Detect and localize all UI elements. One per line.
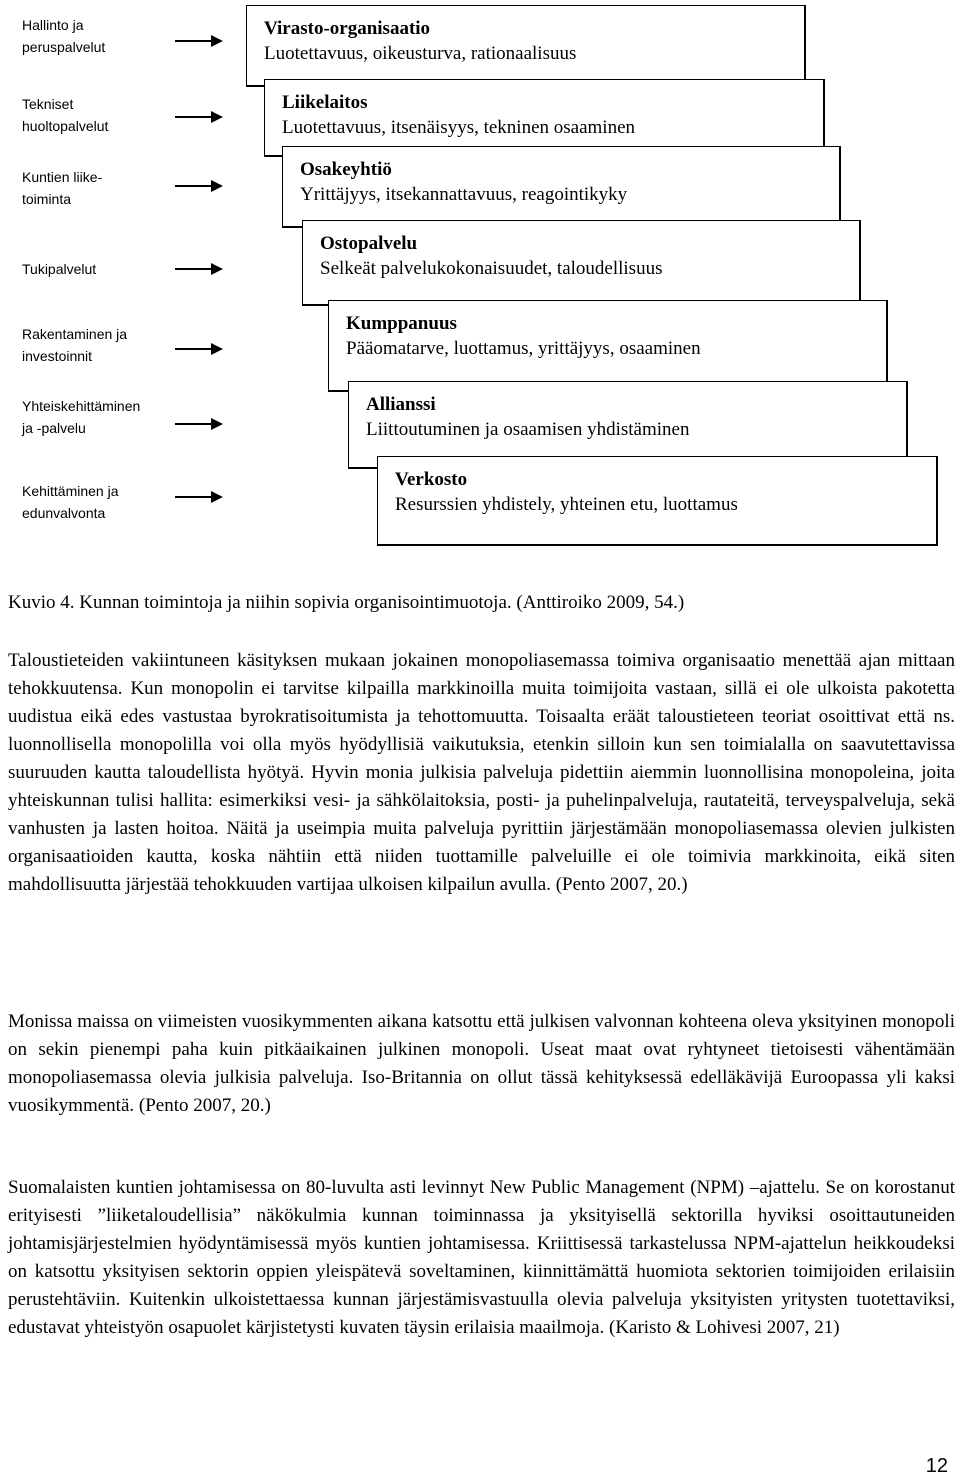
- org-box-osakeyhtio: [282, 146, 841, 228]
- arrow-right-icon: [175, 180, 223, 192]
- org-box-description: Luotettavuus, oikeusturva, rationaalisuus: [264, 43, 577, 64]
- org-box-description: Selkeät palvelukokonaisuudet, taloudellisuus: [320, 258, 663, 279]
- org-box-description: Pääomatarve, luottamus, yrittäjyys, osaaminen: [346, 338, 701, 359]
- diagram-label-6: Yhteiskehittäminen ja -palvelu: [22, 398, 141, 436]
- arrow-right-icon: [175, 491, 223, 503]
- arrow-right-icon: [175, 111, 223, 123]
- arrow-right-icon: [175, 343, 223, 355]
- org-box-virasto-organisaatio: [246, 5, 806, 87]
- org-box-description: Luotettavuus, itsenäisyys, tekninen osaaminen: [282, 117, 636, 138]
- arrow-right-icon: [175, 263, 223, 275]
- body-paragraph-3: Suomalaisten kuntien johtamisessa on 80-luvulta asti levinnyt New Public Management (NPM) –ajattelu. Se on korostanut erityisesti ”liiketaloudellisia” näkökulmia kunnan toiminnassa ja yksityisellä sektorilla hyviksi osoittautuneiden johtamisjärjestelmien hyödyntämisessä myös kuntien johtamisessa. Kriittisessä tarkastelussa NPM-ajattelun heikkoudeksi on katsottu yksityisen sektorin oppien yleispätevä soveltaminen, kiinnittämättä huomiota sektorien toimijoiden erilaisiin perustehtäviin. Kuitenkin ulkoistettaessa kunnan järjestämisvastuulla olevia palveluja yksityisten yritysten tuotettaviksi, edustavat yhteistyön osapuolet kärjistetysti kuvaten täysin erilaisia maailmoja. (Karisto & Lohivesi 2007, 21): [8, 1177, 955, 1338]
- org-box-title: Liikelaitos: [282, 92, 368, 113]
- arrow-right-icon: [175, 35, 223, 47]
- org-box-kumppanuus: [328, 300, 888, 392]
- org-box-title: Kumppanuus: [346, 313, 457, 334]
- org-box-title: Osakeyhtiö: [300, 159, 392, 180]
- arrow-right-icon: [175, 418, 223, 430]
- org-box-title: Verkosto: [395, 469, 468, 490]
- org-box-description: Resurssien yhdistely, yhteinen etu, luottamus: [395, 494, 738, 515]
- page-number: 12: [925, 1455, 948, 1477]
- figure-caption: Kuvio 4. Kunnan toimintoja ja niihin sopivia organisointimuotoja. (Anttiroiko 2009, 54.): [8, 592, 685, 613]
- org-box-ostopalvelu: [302, 220, 861, 306]
- org-box-verkosto: [377, 456, 938, 546]
- org-box-title: Allianssi: [366, 394, 436, 415]
- org-box-title: Ostopalvelu: [320, 233, 418, 254]
- diagram-label-4: Tukipalvelut: [22, 261, 97, 277]
- diagram-label-2: Tekniset huoltopalvelut: [22, 96, 109, 134]
- body-paragraph-2: Monissa maissa on viimeisten vuosikymmenten aikana katsottu että julkisen valvonnan kohteena oleva yksityinen monopoli on sekin pienempi paha kuin pitkäaikainen julkinen monopoli. Useat maat ovat ryhtyneet tietoisesti vähentämään monopoliasemassa olevia julkisia palveluja. Iso-Britannia on ollut tässä kehityksessä edelläkävijä Euroopassa yli kaksi vuosikymmentä. (Pento 2007, 20.): [8, 1011, 955, 1116]
- org-box-description: Yrittäjyys, itsekannattavuus, reagointikyky: [300, 184, 628, 205]
- diagram-label-7: Kehittäminen ja edunvalvonta: [22, 483, 119, 521]
- org-box-description: Liittoutuminen ja osaamisen yhdistäminen: [366, 419, 690, 440]
- diagram-label-1: Hallinto ja peruspalvelut: [22, 17, 106, 55]
- org-box-title: Virasto-organisaatio: [264, 18, 431, 39]
- body-paragraph-1: Taloustieteiden vakiintuneen käsityksen mukaan jokainen monopoliasemassa toimiva organisaatio menettää ajan mittaan tehokkuutensa. Kun monopolin ei tarvitse kilpailla markkinoilla muita toimijoita vastaan, sillä ei ole ulkoista pakotetta uudistua eikä edes vastustaa byrokratisoitumista ja tehottomuutta. Toisaalta eräät taloustieteen teoriat osoittivat että ns. luonnollisella monopolilla voi olla myös hyödyllisiä vaikutuksia, etenkin silloin kun sen toimialalla on saavutettavissa suuruuden kautta taloudellista hyötyä. Hyvin monia julkisia palveluja pidettiin aiemmin luonnollisina monopoleina, joita yhteiskunnan tulisi hallita: esimerkiksi vesi- ja sähkölaitoksia, posti- ja puhelinpalveluja, rautateitä, terveyspalveluja, sekä vanhusten ja lasten hoitoa. Näitä ja useimpia muita palveluja pyrittiin järjestämään monopoliasemassa olevien julkisten organisaatioiden kautta, koska nähtiin että niiden tuottamille palveluille ei ole toimivia markkinoita, eikä siten mahdollisuutta järjestää tehokkuuden vartijaa ulkoisen kilpailun avulla. (Pento 2007, 20.): [8, 650, 955, 895]
- diagram-label-3: Kuntien liike- toiminta: [22, 169, 103, 207]
- diagram-label-5: Rakentaminen ja investoinnit: [22, 326, 128, 364]
